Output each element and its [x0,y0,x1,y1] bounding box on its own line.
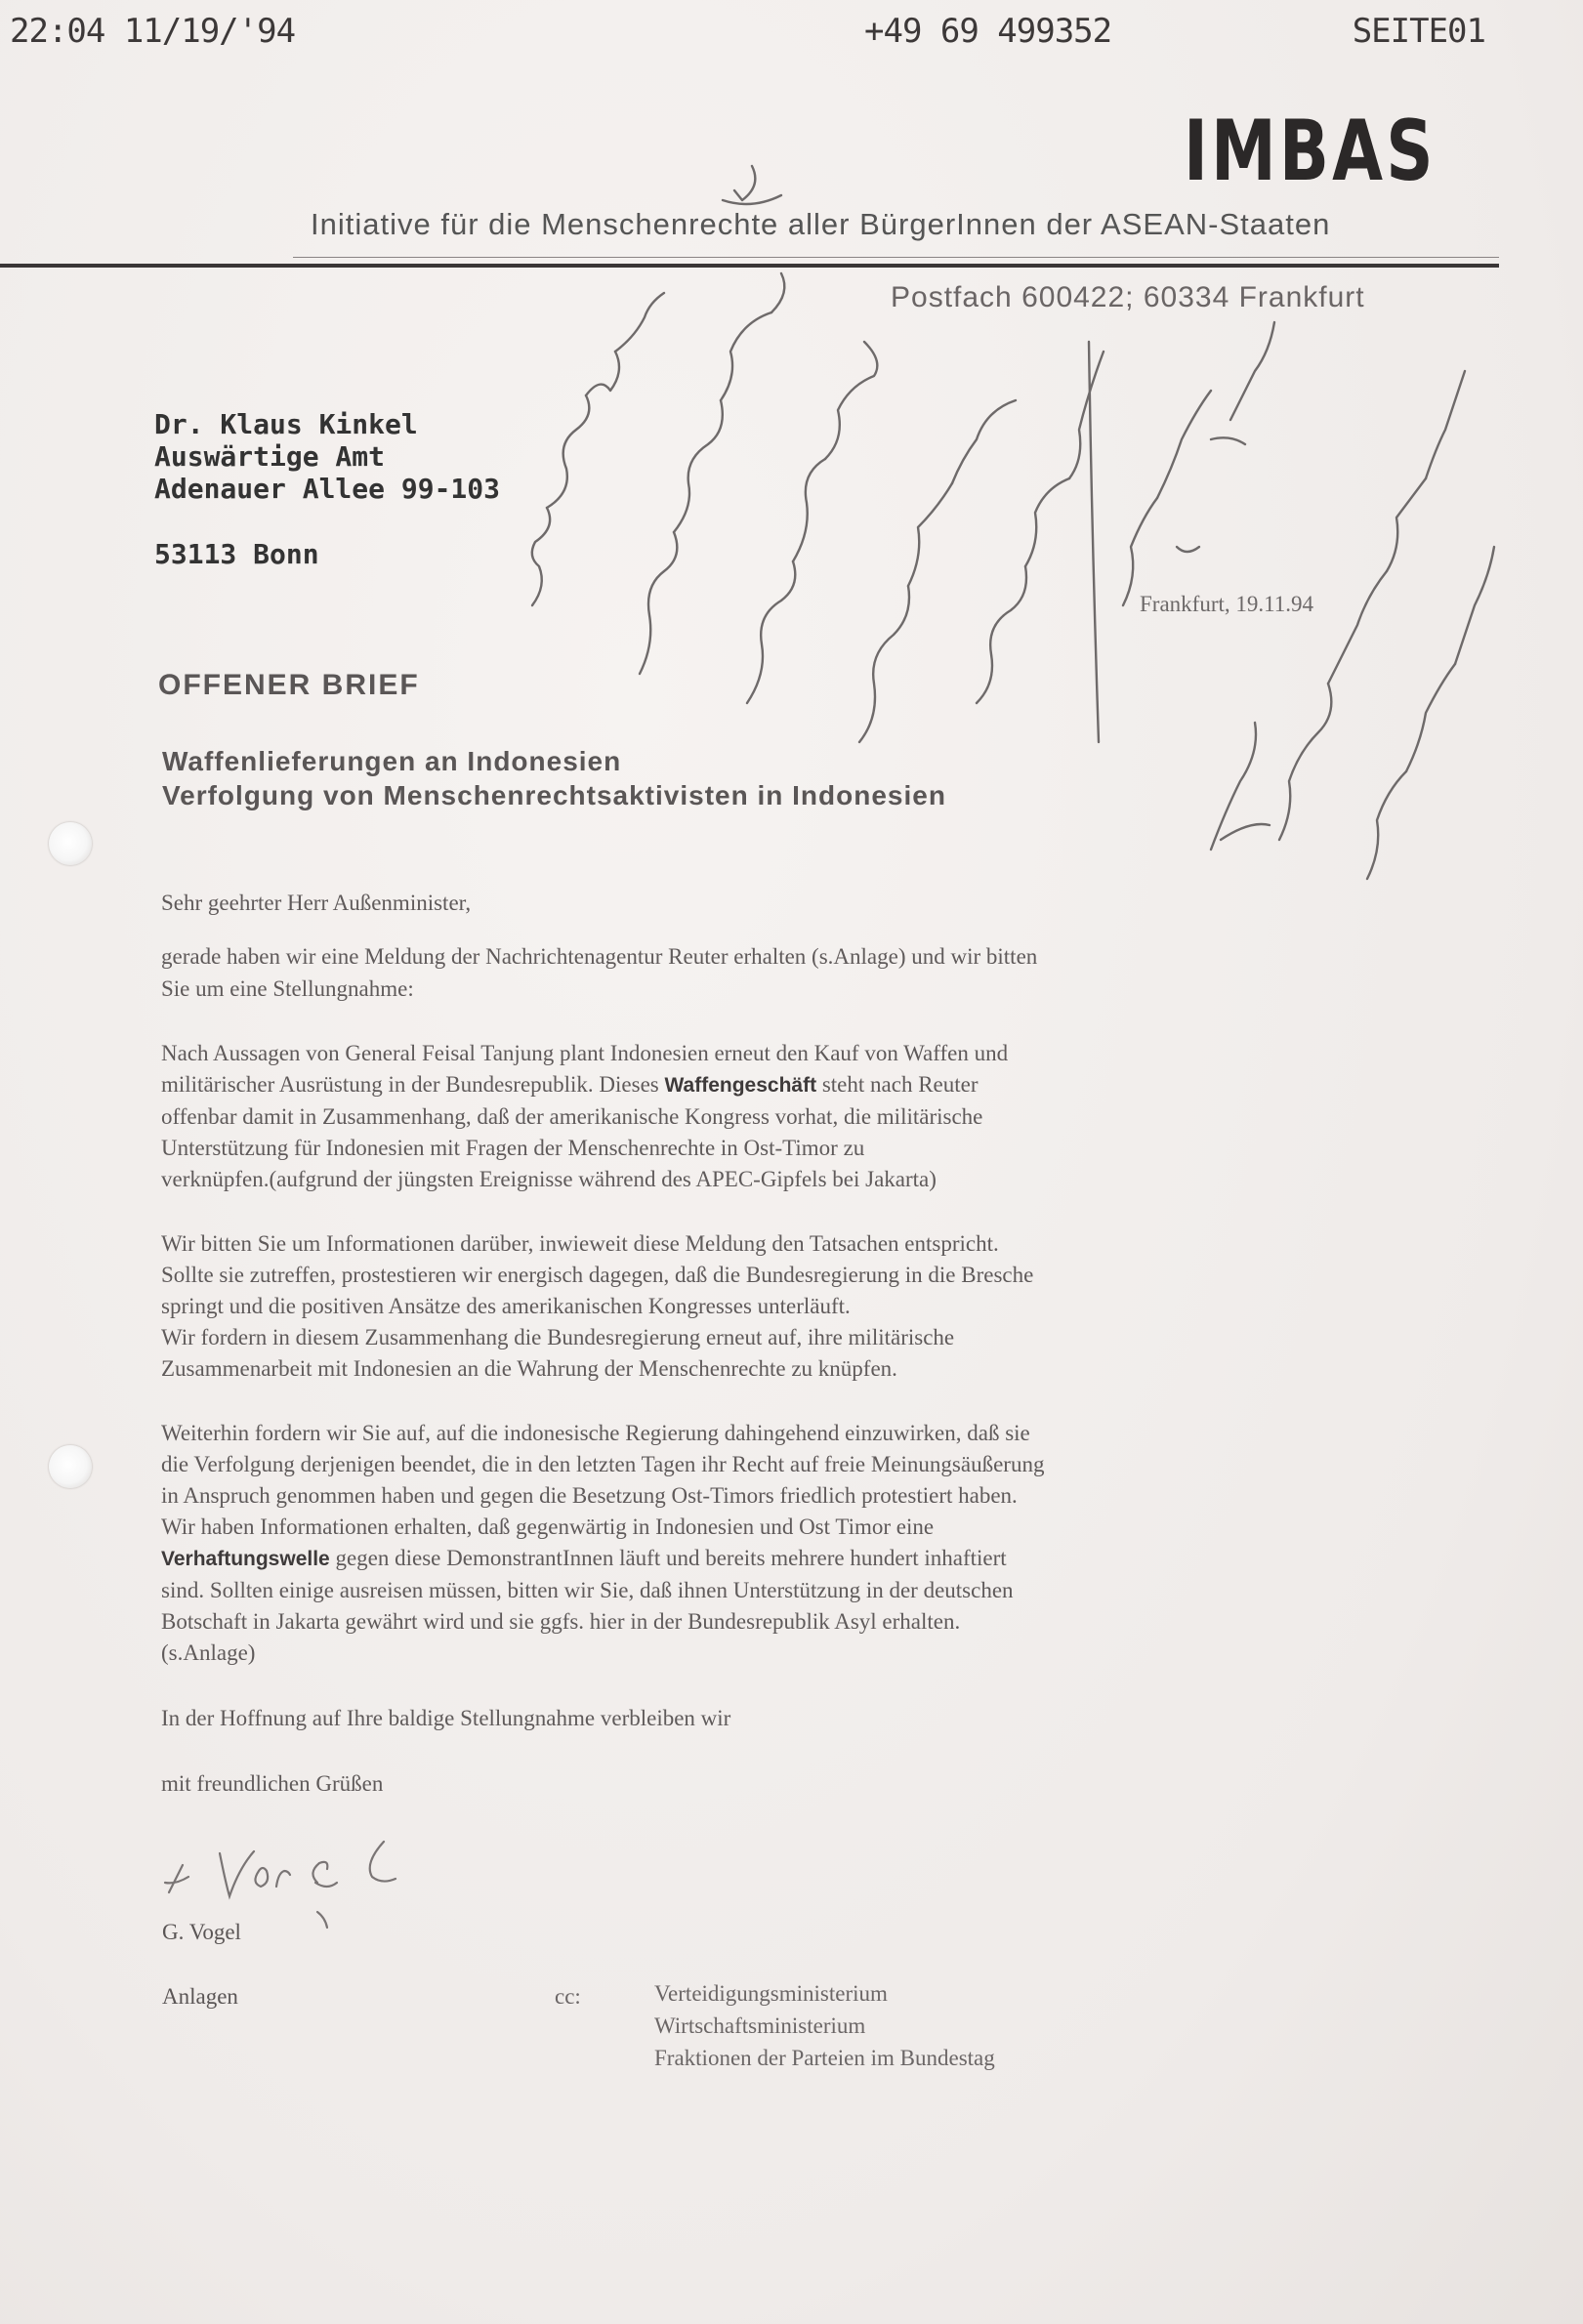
text-segment: militärischer Ausrüstung in der Bundesrepublik. Dieses [161,1072,659,1097]
fax-page: SEITE01 [1352,12,1485,51]
text-line: Weiterhin fordern wir Sie auf, auf die indonesische Regierung dahingehend einzuwirken, daß sie [161,1421,1030,1445]
letter-heading: OFFENER BRIEF [158,669,420,701]
recipient-name: Dr. Klaus Kinkel [154,408,418,440]
text-line: verknüpfen.(aufgrund der jüngsten Ereignisse während des APEC-Gipfels bei Jakarta) [161,1167,937,1191]
closing: mit freundlichen Grüßen [161,1771,384,1796]
text-line: offenbar damit in Zusammenhang, daß der amerikanische Kongress vorhat, die militärische [161,1104,983,1129]
cc-label: cc: [555,1984,581,2009]
imbas-logo: IMBAS [1184,103,1437,200]
text-segment: gegen diese DemonstrantInnen läuft und bereits mehrere hundert inhaftiert [335,1546,1007,1570]
cc-item: Fraktionen der Parteien im Bundestag [654,2046,995,2070]
cc-item: Verteidigungsministerium [654,1981,888,2006]
text-line: In der Hoffnung auf Ihre baldige Stellungnahme verbleiben wir [161,1706,731,1730]
emphasis-verhaftungswelle: Verhaftungswelle [161,1548,330,1570]
text-line: Zusammenarbeit mit Indonesien an die Wahrung der Menschenrechte zu knüpfen. [161,1356,897,1381]
text-line: in Anspruch genommen haben und gegen die Besetzung Ost-Timors friedlich protestiert haben. [161,1483,1018,1508]
fax-datetime: 22:04 11/19/'94 [10,12,296,51]
subject-line-2: Verfolgung von Menschenrechtsaktivisten in Indonesien [162,780,946,810]
text-line: Unterstützung für Indonesien mit Fragen der Menschenrechte in Ost-Timor zu [161,1136,865,1160]
enclosures-label: Anlagen [162,1984,238,2009]
fax-phone: +49 69 499352 [864,12,1112,51]
sender-address: Postfach 600422; 60334 Frankfurt [891,281,1365,313]
text-line: Sollte sie zutreffen, prostestieren wir energisch dagegen, daß die Bundesregierung in die Bresche [161,1263,1034,1287]
text-line: Wir fordern in diesem Zusammenhang die Bundesregierung erneut auf, ihre militärische [161,1325,955,1349]
subject-line-1: Waffenlieferungen an Indonesien [162,746,622,776]
text-line: Nach Aussagen von General Feisal Tanjung plant Indonesien erneut den Kauf von Waffen und [161,1041,1009,1065]
text-line: springt und die positiven Ansätze des amerikanischen Kongresses unterläuft. [161,1294,851,1318]
text-line: Wir haben Informationen erhalten, daß gegenwärtig in Indonesien und Ost Timor eine [161,1515,935,1539]
organization-name: Initiative für die Menschenrechte aller BürgerInnen der ASEAN-Staaten [311,207,1331,241]
text-line: Wir bitten Sie um Informationen darüber, inwieweit diese Meldung den Tatsachen entspricht. [161,1231,999,1256]
text-line: Sie um eine Stellungnahme: [161,976,414,1001]
salutation: Sehr geehrter Herr Außenminister, [161,891,472,915]
text-line: sind. Sollten einige ausreisen müssen, bitten wir Sie, daß ihnen Unterstützung in der deutschen [161,1578,1014,1602]
recipient-city: 53113 Bonn [154,538,319,570]
emphasis-waffengeschaeft: Waffengeschäft [664,1074,817,1097]
signer-name: G. Vogel [162,1920,241,1944]
text-line: die Verfolgung derjenigen beendet, die in den letzten Tagen ihr Recht auf freie Meinungsäußerung [161,1452,1045,1476]
recipient-office: Auswärtige Amt [154,440,386,473]
recipient-street: Adenauer Allee 99-103 [154,473,501,505]
text-line: Botschaft in Jakarta gewährt wird und sie ggfs. hier in der Bundesrepublik Asyl erhalten. [161,1609,961,1634]
text-segment: steht nach Reuter [821,1072,979,1097]
cc-item: Wirtschaftsministerium [654,2013,866,2038]
text-line: gerade haben wir eine Meldung der Nachrichtenagentur Reuter erhalten (s.Anlage) und wir bitten [161,944,1038,969]
text-line: (s.Anlage) [161,1640,256,1665]
date-line: Frankfurt, 19.11.94 [1140,592,1314,616]
